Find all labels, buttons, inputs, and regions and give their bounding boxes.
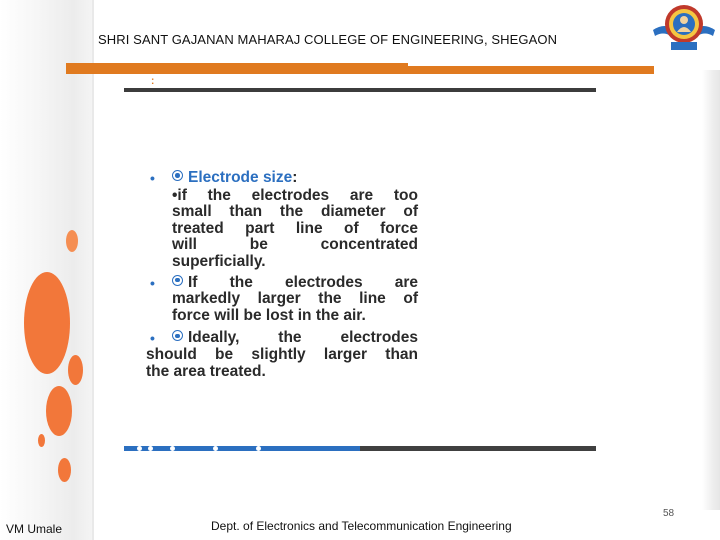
point1-line: superficially. [172, 252, 266, 270]
left-frame-line [92, 0, 94, 540]
left-frame-band [0, 0, 92, 540]
point1-line: will be concentrated [172, 236, 418, 254]
target-bullet-icon [172, 170, 183, 181]
rule-dot [137, 446, 142, 451]
point1-line: •if the electrodes are too [172, 186, 418, 204]
point3-line: the area treated. [146, 362, 266, 380]
bullet-point-2 [146, 275, 418, 325]
point2-line: If the electrodes are [188, 273, 418, 291]
college-logo-icon [651, 0, 717, 54]
point2-line-wrap [172, 275, 418, 292]
college-title: SHRI SANT GAJANAN MAHARAJ COLLEGE OF ENGINEERING, SHEGAON [98, 32, 558, 47]
rule-dot [213, 446, 218, 451]
decor-circle-small [68, 355, 83, 385]
bullet-dot-icon: • [150, 170, 155, 186]
bullet-dot-icon: • [150, 274, 155, 291]
content-bottom-rule-accent [124, 446, 360, 451]
rule-dot [170, 446, 175, 451]
bullet-dot-icon: • [150, 330, 155, 347]
point2-line: force will be lost in the air. [172, 306, 366, 324]
rule-dot [256, 446, 261, 451]
target-bullet-icon [172, 275, 183, 286]
right-frame-band [702, 70, 720, 510]
decor-circle-medium [46, 386, 72, 436]
footer-department: Dept. of Electronics and Telecommunication Engineering [211, 519, 512, 533]
accent-tick: : [151, 76, 155, 87]
point3-line: Ideally, the electrodes [188, 329, 418, 347]
heading-electrode-size: Electrode size [188, 169, 293, 186]
heading-colon: : [292, 169, 298, 186]
point2-line: markedly larger the line of [172, 290, 418, 308]
bullet-point-3 [146, 330, 418, 380]
decor-circle-small [58, 458, 71, 482]
decor-circle-faint [66, 230, 78, 252]
page-number: 58 [663, 508, 675, 519]
target-bullet-icon [172, 330, 183, 341]
rule-dot [148, 446, 153, 451]
bullet-heading [146, 170, 418, 187]
header-accent-bar [66, 66, 654, 74]
bullet-point-1 [146, 188, 418, 271]
point1-line: treated part line of force [172, 219, 418, 237]
content-top-rule [124, 88, 596, 92]
decor-circle-tiny [38, 434, 45, 447]
footer-author: VM Umale [6, 522, 63, 536]
point3-line: should be slightly larger than [146, 345, 418, 363]
point3-line-wrap [172, 330, 418, 347]
point1-line: small than the diameter of [172, 203, 418, 221]
decor-circle-large [24, 272, 70, 374]
slide-content [146, 170, 418, 384]
